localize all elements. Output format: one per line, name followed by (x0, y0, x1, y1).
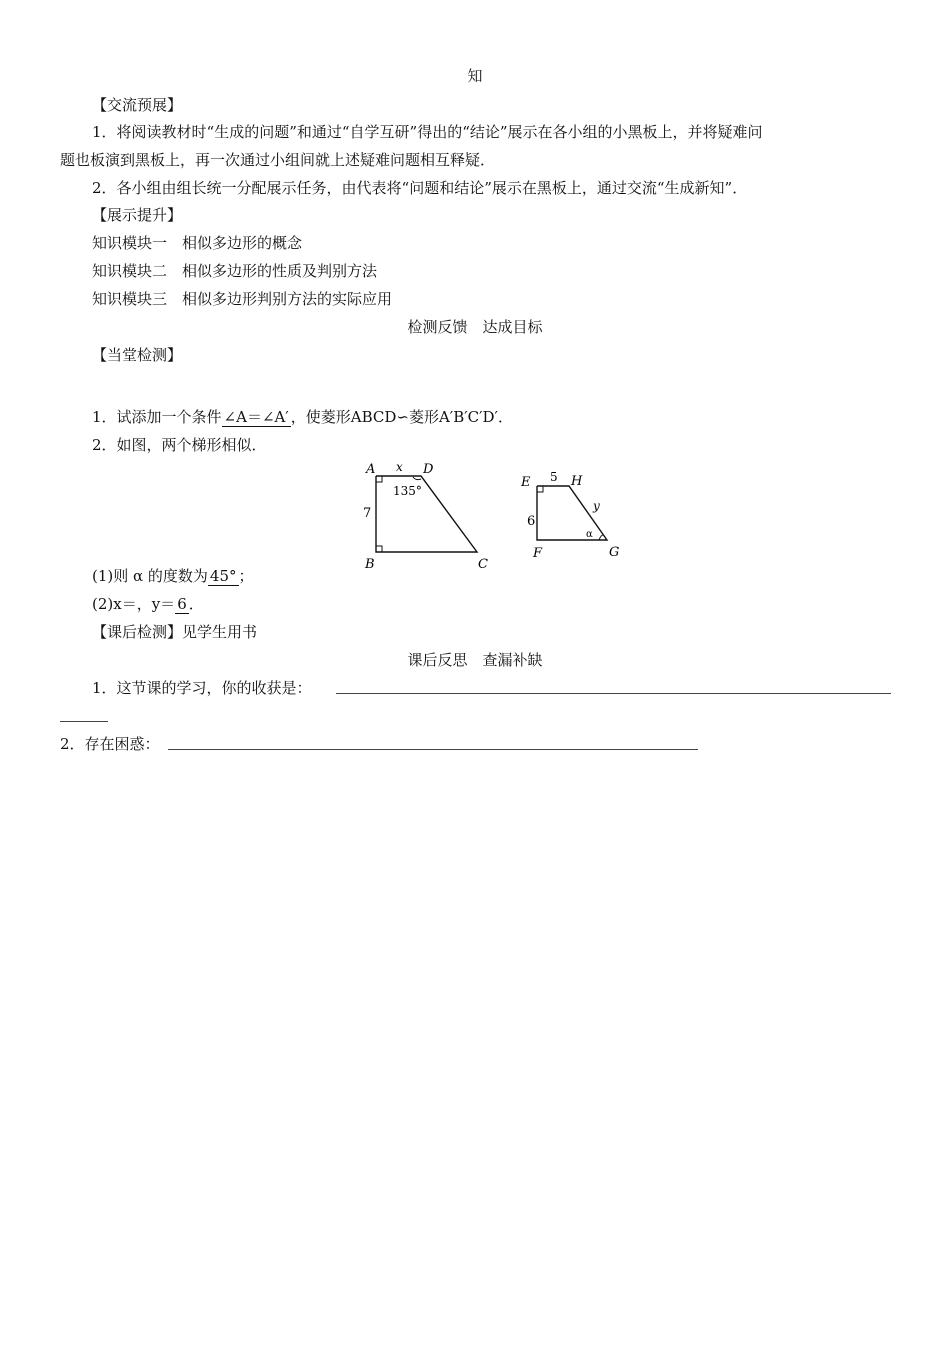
q1-suffix: ，使菱形ABCD∽菱形A′B′C′D′． (290, 408, 513, 426)
q2-sub1-prefix: (1)则 α 的度数为 (92, 567, 208, 585)
question-2-sub-2 (92, 594, 204, 614)
label-135: 135° (393, 484, 422, 498)
trapezoid-abcd (376, 476, 477, 552)
label-x: x (396, 460, 403, 474)
question-2-sub-1 (92, 566, 254, 586)
after-class-heading: 【课后检测】见学生用书 (92, 623, 258, 641)
q1-prefix: 1．试添加一个条件 (92, 408, 222, 426)
module-3: 知识模块三 相似多边形判别方法的实际应用 (92, 290, 393, 308)
feedback-title: 检测反馈 达成目标 (407, 318, 543, 336)
label-7: 7 (363, 506, 372, 521)
label-d: D (423, 462, 434, 477)
module-2: 知识模块二 相似多边形的性质及判别方法 (92, 262, 378, 280)
exchange-p1-line2: 题也板演到黑板上，再一次通过小组间就上述疑难问题相互释疑． (60, 151, 496, 169)
trapezoid-efgh (537, 486, 607, 540)
label-c: C (478, 557, 488, 572)
label-e: E (521, 475, 531, 490)
reflection-q1-answer-line[interactable] (336, 693, 891, 694)
q2-sub1-suffix: ； (238, 567, 254, 585)
q2-sub1-answer: 45° (209, 567, 237, 585)
q2-sub2-answer: 6 (177, 595, 187, 613)
label-alpha: α (586, 529, 593, 540)
q1-answer: ∠A＝∠A′ (223, 408, 289, 426)
label-a: A (366, 462, 376, 477)
reflection-title: 课后反思 查漏补缺 (407, 651, 543, 669)
reflection-q1-label: 1．这节课的学习，你的收获是： (92, 679, 312, 697)
label-6: 6 (527, 514, 536, 529)
reflection-q1-answer-line-cont[interactable] (60, 721, 108, 722)
label-5: 5 (550, 470, 558, 484)
label-h: H (571, 474, 583, 489)
q2-sub2-suffix: ． (188, 595, 204, 613)
exchange-p1-line1: 1．将阅读教材时“生成的问题”和通过“自学互研”得出的“结论”展示在各小组的小黑板上，并将疑难问 (92, 123, 763, 141)
reflection-q2-answer-line[interactable] (168, 749, 698, 750)
label-b: B (365, 557, 375, 572)
reflection-q2-label: 2．存在困惑： (60, 735, 160, 753)
module-1: 知识模块一 相似多边形的概念 (92, 234, 303, 252)
show-heading: 【展示提升】 (92, 206, 183, 224)
exchange-p2: 2．各小组由组长统一分配展示任务，由代表将“问题和结论”展示在黑板上，通过交流“生成新知”． (92, 179, 748, 197)
q2-sub2-prefix: (2)x＝，y＝ (92, 595, 176, 613)
top-character: 知 (467, 67, 483, 85)
question-1 (92, 407, 513, 427)
reflection-q1 (92, 678, 312, 698)
reflection-q2 (60, 734, 160, 754)
label-g: G (609, 545, 620, 560)
question-2: 2．如图，两个梯形相似． (92, 436, 267, 454)
label-f: F (533, 546, 543, 561)
label-y: y (593, 499, 600, 513)
exchange-heading: 【交流预展】 (92, 96, 183, 114)
class-test-heading: 【当堂检测】 (92, 346, 183, 364)
trapezoid-figure (355, 455, 635, 575)
